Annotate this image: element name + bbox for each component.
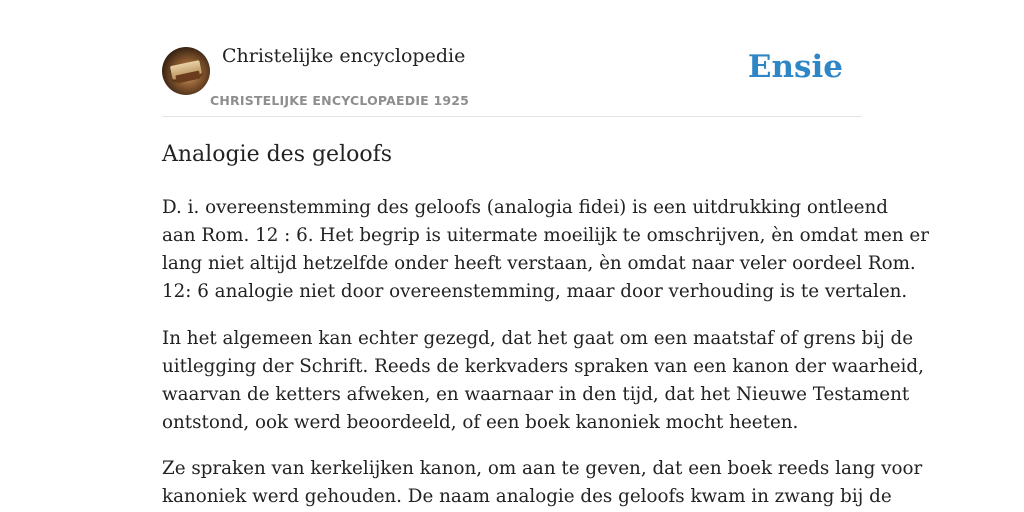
text-line: waarvan de ketters afweken, en waarnaar in den tijd, dat het Nieuwe Testament (162, 384, 910, 405)
text-line: In het algemeen kan echter gezegd, dat het gaat om een maatstaf of grens bij de (162, 328, 914, 349)
text-line: uitlegging der Schrift. Reeds de kerkvaders spraken van een kanon der waarheid, (162, 356, 924, 377)
paragraph-gap (162, 437, 867, 455)
site-avatar[interactable] (162, 47, 210, 95)
article-paragraph (162, 325, 924, 511)
article-title: Analogie des geloofs (162, 142, 393, 167)
text-line: lang niet altijd hetzelfde onder heeft verstaan, èn omdat naar veler oordeel Rom. (162, 253, 916, 274)
text-line: Ze spraken van kerkelijken kanon, om aan te geven, dat een boek reeds lang voor (162, 458, 923, 479)
text-line: 12: 6 analogie niet door overeenstemming, maar door verhouding is te vertalen. (162, 281, 908, 302)
site-title[interactable]: Christelijke encyclopedie (222, 45, 466, 67)
brand-logo-link[interactable]: Ensie (747, 49, 843, 85)
text-line: aan Rom. 12 : 6. Het begrip is uitermate moeilijk te omschrijven, èn omdat men er (162, 225, 929, 246)
text-line: ontstond, ook werd beoordeeld, of een boek kanoniek mocht heeten. (162, 412, 799, 433)
text-line: D. i. overeenstemming des geloofs (analogia fidei) is een uitdrukking ontleend (162, 197, 888, 218)
site-subtitle[interactable]: CHRISTELIJKE ENCYCLOPAEDIE 1925 (210, 93, 470, 108)
site-header (162, 0, 862, 117)
text-line: kanoniek werd gehouden. De naam analogie des geloofs kwam in zwang bij de (162, 486, 892, 507)
article (162, 140, 929, 512)
article-paragraph (162, 194, 929, 306)
